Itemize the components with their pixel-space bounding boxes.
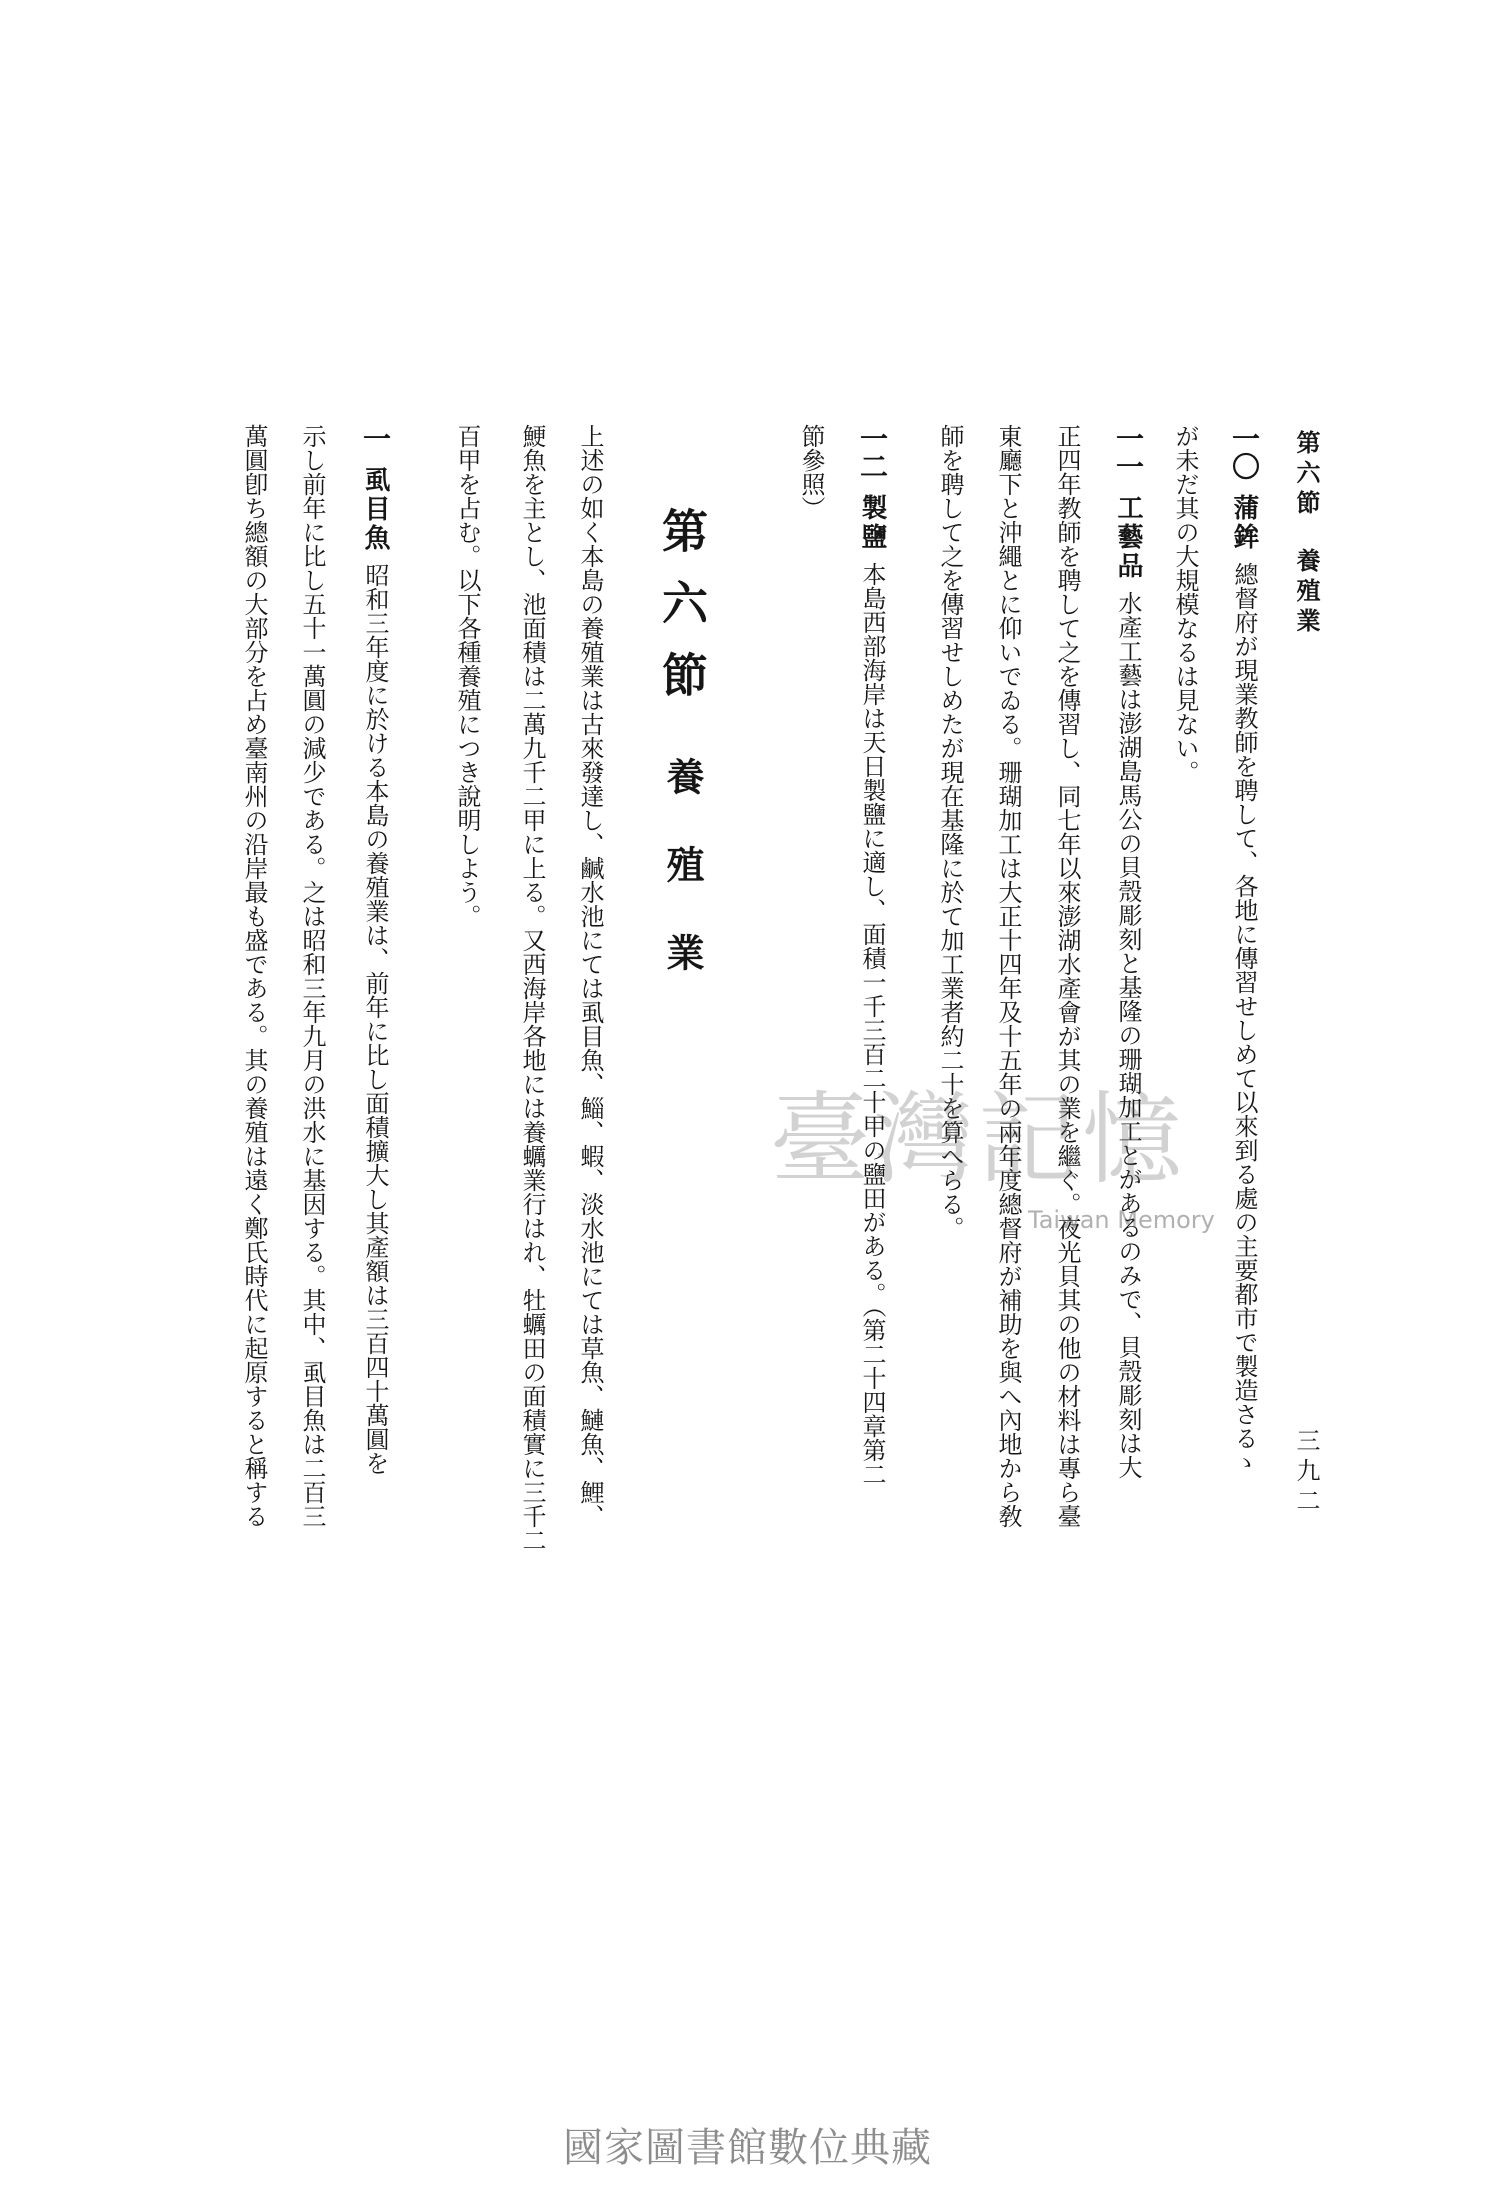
section-intro-line-3: 百甲を占む。以下各種養殖につき說明しよう。 [453,424,481,928]
entry-number: 一一 [1112,424,1145,480]
entry-salt-line-2: 節參照） [797,424,825,520]
running-header [1291,430,1321,638]
section-intro-line-2: 鯁魚を主とし、池面積は二萬九千二甲に上る。又西海岸各地には養蠣業行はれ、牡蠣田の面積實に三千二 [518,424,546,1552]
entry-kamaboko-line-1 [1229,424,1259,1474]
entry-text: 水產工藝は澎湖島馬公の貝殼彫刻と基隆の珊瑚加工とがあるのみで、貝殼彫刻は大 [1114,591,1142,1479]
entry-number: 一二 [856,424,889,480]
entry-text: 本島西部海岸は天日製鹽に適し、面積一千三百二十甲の鹽田がある。（第二十四章第二 [858,562,886,1486]
entry-crafts-line-1 [1113,424,1143,1479]
collection-footer: 國家圖書館數位典藏 [563,2125,932,2171]
entry-number: 一〇 [1228,424,1261,480]
subsection-milkfish-line-2: 示し前年に比し五十一萬圓の減少である。之は昭和三年九月の洪水に基因する。其中、虱目魚は二百三 [298,424,326,1528]
subsection-title: 虱目魚 [360,466,390,553]
section-number: 第六節 [655,507,709,723]
page-number: 三九二 [1292,1428,1320,1518]
section-title: 養殖業 [660,757,705,1021]
section-heading [657,507,707,1021]
running-header-title: 養殖業 [1292,548,1321,638]
entry-crafts-line-2: 正四年教師を聘して之を傳習し、同七年以來澎湖水產會が其の業を繼ぐ。夜光貝其の他の材料は專ら臺 [1053,424,1081,1528]
watermark-text: 臺灣記憶 [770,1081,1186,1198]
subsection-milkfish-line-1 [360,424,390,1475]
subsection-text: 昭和三年度に於ける本島の養殖業は、前年に比し面積擴大し其產額は三百四十萬圓を [361,563,389,1475]
watermark-subtext: Taiwan Memory [1028,1206,1215,1234]
running-header-section: 第六節 [1292,430,1321,520]
entry-title: 製鹽 [857,494,887,552]
entry-salt-line-1 [857,424,887,1486]
section-intro-line-1: 上述の如く本島の養殖業は古來發達し、鹹水池にては虱目魚、鯔、蝦、淡水池にては草魚、鰱魚、鯉、 [576,424,604,1528]
entry-title: 蒲鉾 [1229,494,1259,552]
entry-text: 總督府が現業教師を聘して、各地に傳習せしめて以來到る處の主要都市で製造さるゝ [1230,562,1258,1474]
entry-crafts-line-3: 東廳下と沖繩とに仰いでゐる。珊瑚加工は大正十四年及十五年の兩年度總督府が補助を與へ內地から敎 [994,424,1022,1528]
entry-kamaboko-line-2: が未だ其の大規模なるは見ない。 [1171,424,1199,784]
subsection-milkfish-line-3: 萬圓卽ち總額の大部分を占め臺南州の沿岸最も盛である。其の養殖は遠く鄭氏時代に起原すると稱する [240,424,268,1528]
entry-title: 工藝品 [1113,494,1143,581]
subsection-number: 一 [359,424,392,452]
entry-crafts-line-4: 師を聘して之を傳習せしめたが現在基隆に於て加工業者約二十を算へらる。 [936,424,964,1240]
